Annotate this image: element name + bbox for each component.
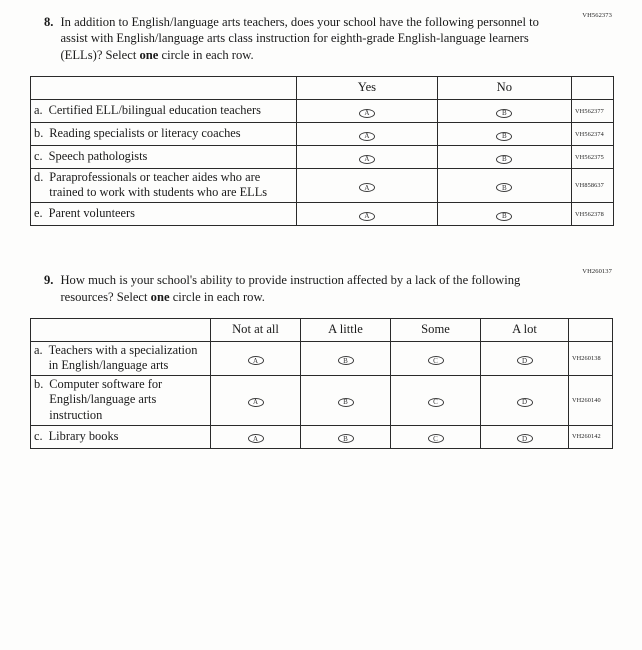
row-letter: a. — [34, 343, 43, 358]
question-8-text — [44, 14, 554, 63]
q8-row — [31, 169, 614, 203]
q8-row — [31, 100, 614, 123]
question-8 — [28, 0, 614, 226]
row-code: VH260142 — [569, 425, 613, 448]
row-code: VH562374 — [572, 123, 614, 146]
row-code: VH562378 — [572, 203, 614, 226]
question-9-body-suffix: circle in each row. — [169, 289, 265, 304]
row-text: Computer software for English/language arts instruction — [49, 377, 163, 422]
q9-row — [31, 342, 613, 376]
answer-oval-some[interactable]: C — [428, 398, 444, 407]
q8-code-header — [572, 77, 614, 100]
q9-column-some: Some — [391, 319, 481, 342]
row-letter: c. — [34, 149, 43, 164]
question-9-number: 9. — [44, 273, 54, 288]
question-9-form-code: VH260137 — [582, 268, 612, 276]
q8-column-yes: Yes — [297, 77, 437, 100]
answer-oval-some[interactable]: C — [428, 434, 444, 443]
answer-oval-a-lot[interactable]: D — [517, 356, 533, 365]
q9-row — [31, 376, 613, 425]
answer-oval-not-at-all[interactable]: A — [248, 434, 264, 443]
question-9-text — [44, 272, 554, 305]
answer-oval-no[interactable]: B — [496, 155, 512, 164]
q8-column-no: No — [437, 77, 571, 100]
q9-code-header — [569, 319, 613, 342]
answer-oval-yes[interactable]: A — [359, 155, 375, 164]
question-9 — [28, 226, 614, 448]
question-9-table — [30, 318, 613, 449]
question-8-number: 8. — [44, 15, 54, 29]
answer-oval-some[interactable]: C — [428, 356, 444, 365]
answer-oval-no[interactable]: B — [496, 183, 512, 192]
row-letter: b. — [34, 377, 44, 392]
question-8-form-code: VH562373 — [582, 12, 612, 19]
q9-row — [31, 425, 613, 448]
row-code: VH260140 — [569, 376, 613, 425]
question-8-body — [60, 14, 554, 63]
answer-oval-no[interactable]: B — [496, 109, 512, 118]
q9-column-a-little: A little — [301, 319, 391, 342]
row-code: VH562375 — [572, 146, 614, 169]
answer-oval-not-at-all[interactable]: A — [248, 356, 264, 365]
row-text: Teachers with a specialization in English/language arts — [48, 343, 198, 373]
question-9-body-bold: one — [150, 289, 170, 304]
row-letter: b. — [34, 126, 44, 141]
question-8-body-prefix: In addition to English/language arts teachers, does your school have the following personnel to assist with English/language arts class instruction for eighth-grade English-language learners (ELLs)? Select — [60, 15, 539, 62]
row-text: Paraprofessionals or teacher aides who are trained to work with students who are ELLs — [49, 170, 268, 200]
q8-row — [31, 203, 614, 226]
row-text: Speech pathologists — [48, 149, 148, 164]
answer-oval-no[interactable]: B — [496, 132, 512, 141]
q9-column-a-lot: A lot — [481, 319, 569, 342]
question-8-body-bold: one — [139, 47, 159, 62]
answer-oval-yes[interactable]: A — [359, 132, 375, 141]
q8-header-row — [31, 77, 614, 100]
question-8-table — [30, 76, 614, 226]
row-code: VH260138 — [569, 342, 613, 376]
question-9-body — [60, 272, 554, 305]
q9-stub-header — [31, 319, 211, 342]
answer-oval-a-lot[interactable]: D — [517, 434, 533, 443]
row-text: Library books — [48, 428, 119, 443]
question-8-body-suffix: circle in each row. — [158, 47, 254, 62]
row-letter: d. — [34, 170, 44, 185]
answer-oval-not-at-all[interactable]: A — [248, 398, 264, 407]
answer-oval-a-little[interactable]: B — [338, 398, 354, 407]
q9-header-row — [31, 319, 613, 342]
answer-oval-yes[interactable]: A — [359, 183, 375, 192]
answer-oval-a-little[interactable]: B — [338, 434, 354, 443]
row-code: VH858637 — [572, 169, 614, 203]
question-9-body-prefix: How much is your school's ability to provide instruction affected by a lack of the following resources? Select — [60, 273, 521, 304]
q9-column-not-at-all: Not at all — [211, 319, 301, 342]
q8-row — [31, 123, 614, 146]
answer-oval-yes[interactable]: A — [359, 212, 375, 221]
answer-oval-yes[interactable]: A — [359, 109, 375, 118]
row-letter: e. — [34, 206, 43, 221]
row-code: VH562377 — [572, 100, 614, 123]
row-text: Certified ELL/bilingual education teachers — [48, 103, 261, 118]
answer-oval-a-lot[interactable]: D — [517, 398, 533, 407]
row-text: Parent volunteers — [48, 206, 135, 221]
q8-stub-header — [31, 77, 297, 100]
row-letter: c. — [34, 428, 43, 443]
q8-row — [31, 146, 614, 169]
row-letter: a. — [34, 103, 43, 118]
answer-oval-no[interactable]: B — [496, 212, 512, 221]
answer-oval-a-little[interactable]: B — [338, 356, 354, 365]
row-text: Reading specialists or literacy coaches — [49, 126, 241, 141]
